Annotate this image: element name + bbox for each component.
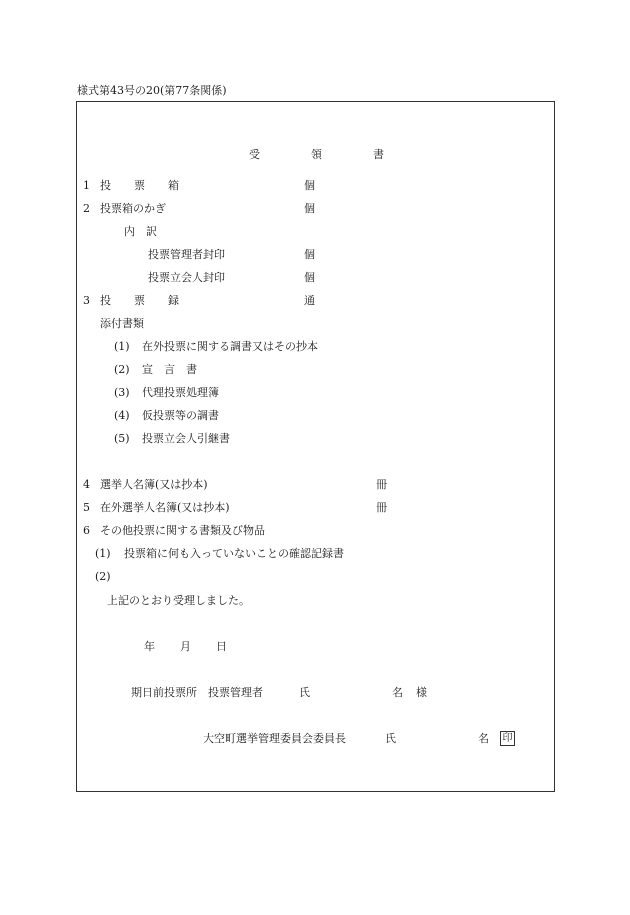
committee-chair-label: 大空町選挙管理委員会委員長 — [203, 732, 346, 745]
attached-3-label: 代理投票処理簿 — [142, 386, 219, 399]
item-1-unit: 個 — [304, 179, 315, 192]
item-4-unit: 冊 — [376, 478, 387, 491]
document-title: 受 領 書 — [249, 148, 404, 161]
item-2-number: 2 — [83, 202, 90, 215]
item-4-number: 4 — [83, 478, 90, 491]
date-year: 年 — [144, 640, 155, 653]
seal-admin-label: 投票管理者封印 — [148, 248, 225, 261]
item-2-label: 投票箱のかぎ — [100, 202, 166, 215]
item-3-unit: 通 — [304, 294, 315, 307]
attached-5-label: 投票立会人引継書 — [142, 432, 230, 445]
item-5-label: 在外選挙人名簿(又は抄本) — [100, 501, 230, 514]
attached-3-number: (3) — [114, 386, 130, 399]
attached-5-number: (5) — [114, 432, 130, 445]
name-shi-2: 氏 — [385, 732, 396, 745]
seal-stamp-box: 印 — [500, 731, 515, 746]
item-6-sub-1-label: 投票箱に何も入っていないことの確認記録書 — [124, 547, 344, 560]
item-6-sub-2-number: (2) — [95, 570, 111, 583]
name-shi-1: 氏 — [299, 686, 310, 699]
station-manager-label: 期日前投票所 投票管理者 — [131, 686, 263, 699]
item-6-number: 6 — [83, 524, 90, 537]
item-6-label: その他投票に関する書類及び物品 — [100, 524, 265, 537]
honorific-sama: 様 — [416, 686, 427, 699]
seal-witness-unit: 個 — [304, 271, 315, 284]
confirmation-text: 上記のとおり受理しました。 — [107, 594, 250, 607]
item-1-label: 投 票 箱 — [100, 179, 185, 192]
item-6-sub-1-number: (1) — [95, 547, 111, 560]
name-mei-1: 名 — [392, 686, 403, 699]
date-day: 日 — [216, 640, 227, 653]
attached-4-label: 仮投票等の調書 — [142, 409, 219, 422]
name-mei-2: 名 — [478, 732, 489, 745]
attached-2-number: (2) — [114, 363, 130, 376]
item-1-number: 1 — [83, 179, 90, 192]
attached-1-label: 在外投票に関する調書又はその抄本 — [142, 340, 318, 353]
form-label: 様式第43号の20(第77条関係) — [77, 84, 227, 97]
attached-1-number: (1) — [114, 340, 130, 353]
item-5-number: 5 — [83, 501, 90, 514]
seal-witness-label: 投票立会人封印 — [148, 271, 225, 284]
item-2-unit: 個 — [304, 202, 315, 215]
attached-2-label: 宣 言 書 — [142, 363, 197, 376]
breakdown-label: 内 訳 — [124, 225, 157, 238]
item-4-label: 選挙人名簿(又は抄本) — [100, 478, 208, 491]
date-month: 月 — [180, 640, 191, 653]
attached-docs-label: 添付書類 — [100, 317, 144, 330]
item-3-number: 3 — [83, 294, 90, 307]
item-3-label: 投 票 録 — [100, 294, 185, 307]
attached-4-number: (4) — [114, 409, 130, 422]
item-5-unit: 冊 — [376, 501, 387, 514]
seal-admin-unit: 個 — [304, 248, 315, 261]
